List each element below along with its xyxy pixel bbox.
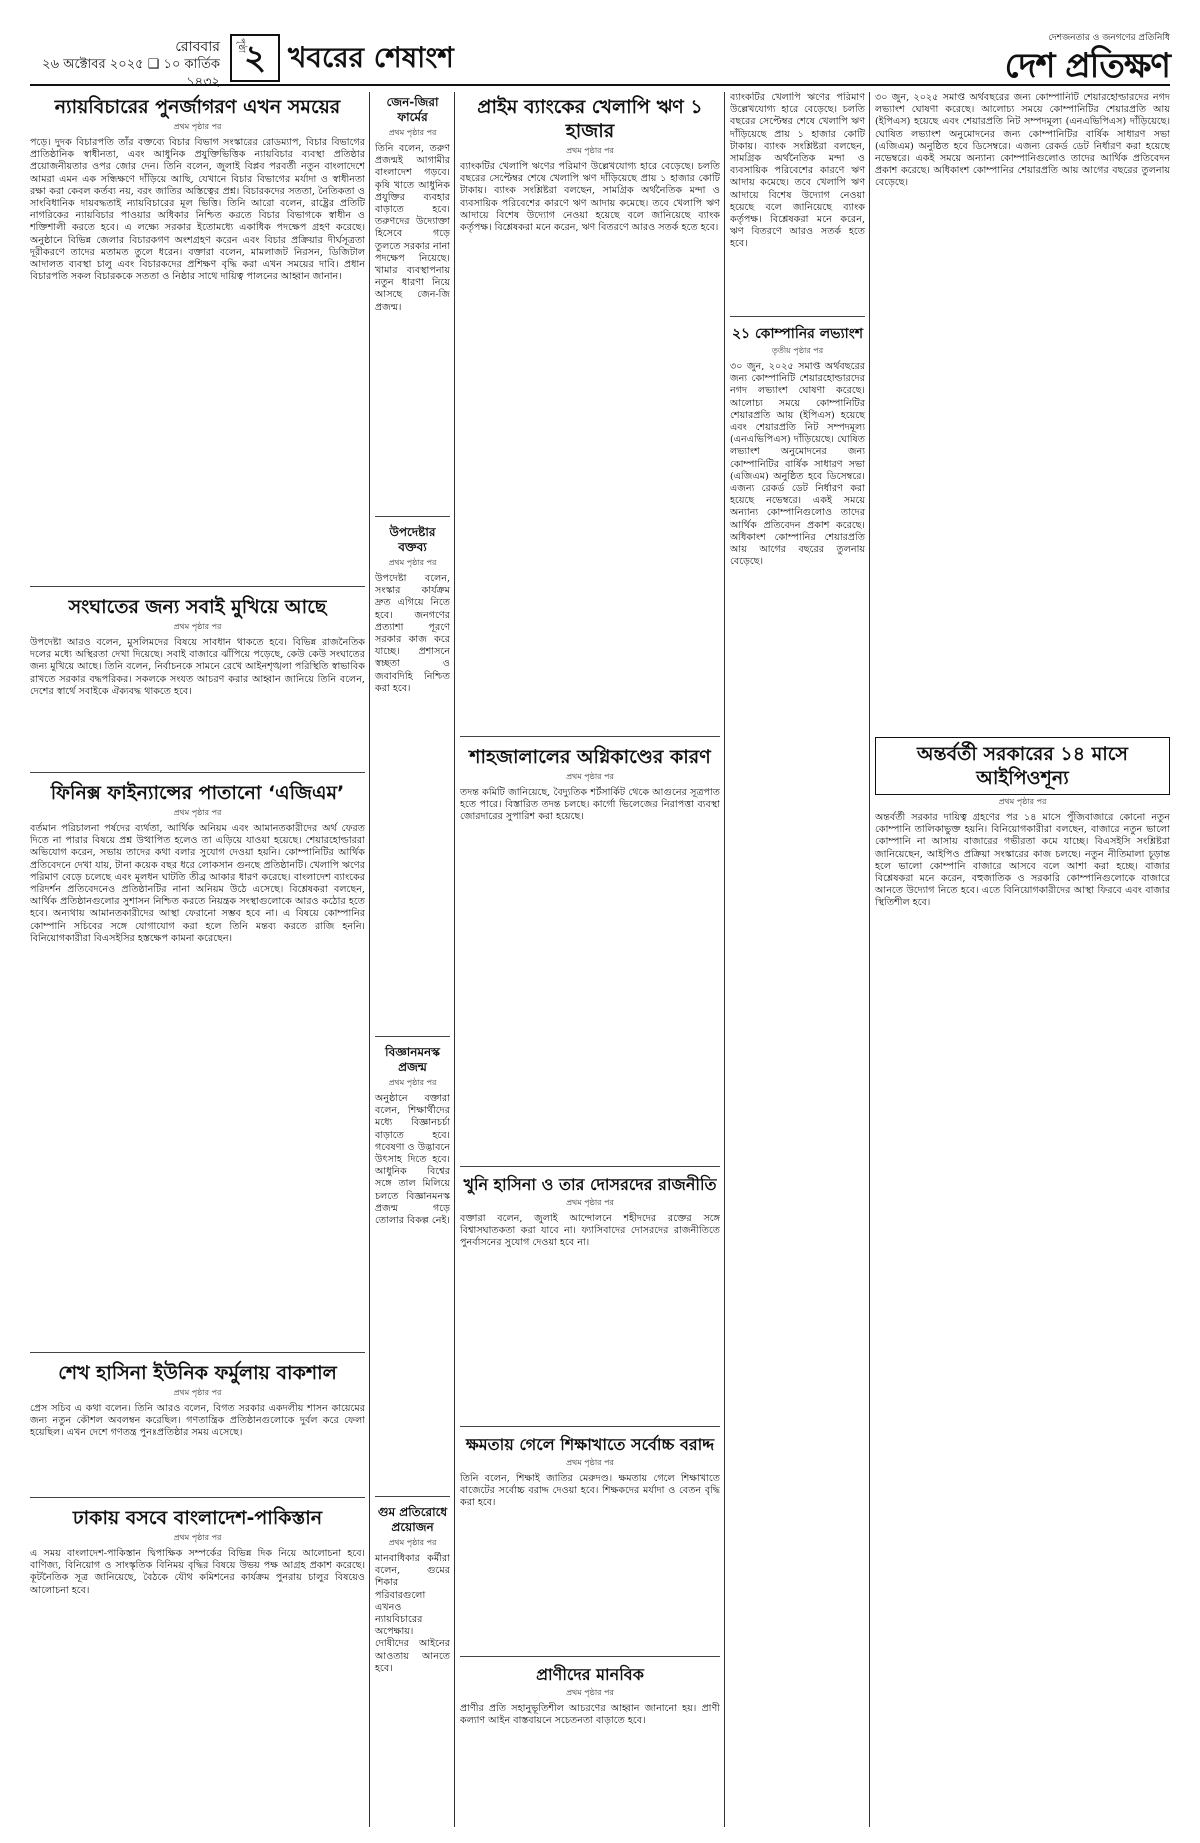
headline: শেখ হাসিনা ইউনিক ফর্মুলায় বাকশাল bbox=[58, 1362, 337, 1384]
story-bd-pakistan[interactable] bbox=[30, 1503, 365, 1823]
jump-line: প্রথম পৃষ্ঠার পর bbox=[388, 1538, 437, 1547]
headline: বিজ্ঞানমনস্ক প্রজন্ম bbox=[385, 1045, 440, 1074]
story-body: মানবাধিকার কর্মীরা বলেন, গুমের শিকার পরিবারগুলো এখনও ন্যায়বিচারের অপেক্ষায়। দোষীদের আইনের আওতায় আনতে হবে। bbox=[375, 1553, 450, 1674]
story-body: প্রেস সচিব এ কথা বলেন। তিনি আরও বলেন, বিগত সরকার একদলীয় শাসন কায়েমের জন্য নতুন কৌশল অবলম্বন করেছিল। গণতান্ত্রিক প্রতিষ্ঠানগুলোকে দুর্বল করে ফেলা হয়েছিল। এখন দেশে গণতন্ত্র পুনঃপ্রতিষ্ঠার সময় এসেছে। bbox=[30, 1403, 365, 1439]
story-dividend-continued[interactable] bbox=[875, 92, 1170, 732]
column-5 bbox=[875, 92, 1170, 1827]
story-judiciary[interactable] bbox=[30, 92, 365, 582]
jump-line: প্রথম পৃষ্ঠার পর bbox=[173, 1533, 222, 1542]
story-body: ৩০ জুন, ২০২৫ সমাপ্ত অর্থবছরের জন্য কোম্পানিটি শেয়ারহোল্ডারদের নগদ লভ্যাংশ ঘোষণা করেছে। আলোচ্য সময়ে কোম্পানিটির শেয়ারপ্রতি আয় (ইপিএস) হয়েছে এবং শেয়ারপ্রতি নিট সম্পদমূল্য (এনএভিপিএস) দাঁড়িয়েছে। ঘোষিত লভ্যাংশ অনুমোদনের জন্য কোম্পানিটির বার্ষিক সাধারণ সভা (এজিএম) অনুষ্ঠিত হবে ডিসেম্বরে। এজন্য রেকর্ড ডেট নির্ধারণ করা হয়েছে নভেম্বরে। একই সময়ে অন্যান্য কোম্পানিগুলোও তাদের আর্থিক প্রতিবেদন প্রকাশ করেছে। অধিকাংশ কোম্পানির শেয়ারপ্রতি আয় আগের বছরের তুলনায় বেড়েছে। bbox=[875, 92, 1170, 189]
story-body: প্রাণীর প্রতি সহানুভূতিশীল আচরণের আহ্বান জানানো হয়। প্রাণী কল্যাণ আইন বাস্তবায়নে সচেতনতা বাড়াতে হবে। bbox=[460, 1703, 720, 1727]
story-body: ব্যাংকটির খেলাপি ঋণের পরিমাণ উল্লেখযোগ্য হারে বেড়েছে। চলতি বছরের সেপ্টেম্বর শেষে খেলাপি ঋণ দাঁড়িয়েছে প্রায় ১ হাজার কোটি টাকায়। ব্যাংক সংশ্লিষ্টরা বলছেন, সামগ্রিক অর্থনৈতিক মন্দা ও ব্যবসায়িক পরিবেশের কারণে ঋণ আদায় কমেছে। তবে খেলাপি ঋণ আদায়ে বিশেষ উদ্যোগ নেওয়া হয়েছে বলে জানিয়েছে ব্যাংক কর্তৃপক্ষ। বিশ্লেষকরা মনে করেন, ঋণ বিতরণে আরও সতর্ক হতে হবে। bbox=[460, 161, 720, 234]
story-body: অনুষ্ঠানে বক্তারা বলেন, শিক্ষার্থীদের মধ্যে বিজ্ঞানচর্চা বাড়াতে হবে। গবেষণা ও উদ্ভাবনে উৎসাহ দিতে হবে। আধুনিক বিশ্বের সঙ্গে তাল মিলিয়ে চলতে বিজ্ঞানমনস্ক প্রজন্ম গড়ে তোলার বিকল্প নেই। bbox=[375, 1093, 450, 1227]
column-1 bbox=[30, 92, 365, 1827]
headline: ২১ কোম্পানির লভ্যাংশ bbox=[731, 326, 864, 342]
jump-line: প্রথম পৃষ্ঠার পর bbox=[173, 622, 222, 631]
headline: প্রাইম ব্যাংকের খেলাপি ঋণ ১ হাজার bbox=[477, 96, 703, 142]
story-body: ৩০ জুন, ২০২৫ সমাপ্ত অর্থবছরের জন্য কোম্পানিটি শেয়ারহোল্ডারদের নগদ লভ্যাংশ ঘোষণা করেছে। আলোচ্য সময়ে কোম্পানিটির শেয়ারপ্রতি আয় (ইপিএস) হয়েছে এবং শেয়ারপ্রতি নিট সম্পদমূল্য (এনএভিপিএস) দাঁড়িয়েছে। ঘোষিত লভ্যাংশ অনুমোদনের জন্য কোম্পানিটির বার্ষিক সাধারণ সভা (এজিএম) অনুষ্ঠিত হবে ডিসেম্বরে। এজন্য রেকর্ড ডেট নির্ধারণ করা হয়েছে নভেম্বরে। একই সময়ে অন্যান্য কোম্পানিগুলোও তাদের আর্থিক প্রতিবেদন প্রকাশ করেছে। অধিকাংশ কোম্পানির শেয়ারপ্রতি আয় আগের বছরের তুলনায় বেড়েছে। bbox=[730, 361, 865, 568]
headline: অন্তর্বর্তী সরকারের ১৪ মাসে আইপিওশূন্য bbox=[875, 737, 1170, 795]
jump-line: প্রথম পৃষ্ঠার পর bbox=[998, 797, 1047, 806]
tagline: দেশজনতার ও জনগণের প্রতিনিধি bbox=[1048, 33, 1170, 43]
jump-line: প্রথম পৃষ্ঠার পর bbox=[388, 128, 437, 137]
headline: শাহজালালের অগ্নিকাণ্ডের কারণ bbox=[469, 746, 711, 768]
story-body: তিনি বলেন, তরুণ প্রজন্মই আগামীর বাংলাদেশ গড়বে। কৃষি খাতে আধুনিক প্রযুক্তির ব্যবহার বাড়াতে হবে। তরুণদের উদ্যোক্তা হিসেবে গড়ে তুলতে সরকার নানা পদক্ষেপ নিয়েছে। খামার ব্যবস্থাপনায় নতুন ধারণা নিয়ে আসছে জেন-জি প্রজন্ম। bbox=[375, 143, 450, 313]
divider bbox=[375, 1036, 450, 1037]
story-hasina-politics[interactable] bbox=[460, 1172, 720, 1422]
story-body: বর্তমান পরিচালনা পর্ষদের ব্যর্থতা, আর্থিক অনিয়ম এবং আমানতকারীদের অর্থ ফেরত দিতে না পারার বিষয়ে প্রশ্ন উত্থাপিত হলেও তা এড়িয়ে যাওয়া হয়েছে। শেয়ারহোল্ডাররা অভিযোগ করেন, সভায় তাদের কথা বলার সুযোগ দেওয়া হয়নি। কোম্পানিটির আর্থিক প্রতিবেদনে দেখা যায়, টানা কয়েক বছর ধরে লোকসান গুনছে প্রতিষ্ঠানটি। খেলাপি ঋণের পরিমাণ বেড়ে চলেছে এবং মূলধন ঘাটতি তীব্র আকার ধারণ করেছে। বাংলাদেশ ব্যাংকের পরিদর্শন প্রতিবেদনেও প্রতিষ্ঠানটির নানা অনিয়ম উঠে এসেছে। বিশ্লেষকরা বলছেন, আর্থিক প্রতিষ্ঠানগুলোর সুশাসন নিশ্চিত করতে নিয়ন্ত্রক সংস্থাগুলোকে আরও কঠোর হতে হবে। অন্যথায় আমানতকারীদের আস্থা ফেরানো সম্ভব হবে না। এ বিষয়ে কোম্পানির কোম্পানি সচিবের সঙ্গে যোগাযোগ করা হলে তিনি মন্তব্য করতে রাজি হননি। বিনিয়োগকারীরা বিএসইসির হস্তক্ষেপ কামনা করেছেন। bbox=[30, 823, 365, 944]
story-conflict[interactable] bbox=[30, 592, 365, 767]
headline: খুনি হাসিনা ও তার দোসরদের রাজনীতি bbox=[463, 1175, 717, 1194]
jump-line: প্রথম পৃষ্ঠার পর bbox=[566, 1688, 614, 1697]
column-rule bbox=[369, 92, 370, 1827]
headline: ফিনিক্স ফাইন্যান্সের পাতানো ‘এজিএম’ bbox=[50, 782, 345, 804]
story-enforced-disappearance[interactable] bbox=[375, 1502, 450, 1822]
story-science-generation[interactable] bbox=[375, 1042, 450, 1492]
story-body: অন্তর্বর্তী সরকার দায়িত্ব গ্রহণের পর ১৪ মাসে পুঁজিবাজারে কোনো নতুন কোম্পানি তালিকাভুক্ত হয়নি। বিনিয়োগকারীরা বলছেন, বাজারে নতুন ভালো কোম্পানি না আসায় বাজারের গভীরতা কমে যাচ্ছে। বিএসইসি সংশ্লিষ্টরা জানিয়েছেন, আইপিও প্রক্রিয়া সংস্কারের কাজ চলছে। নতুন নীতিমালা চূড়ান্ত হলে ভালো কোম্পানি বাজারে আসবে বলে আশা করা হচ্ছে। বাজার বিশ্লেষকরা মনে করেন, বহুজাতিক ও সরকারি কোম্পানিগুলোকে বাজারে আনতে উদ্যোগ নিতে হবে। এতে বিনিয়োগকারীদের আস্থা ফিরবে এবং বাজার স্থিতিশীল হবে। bbox=[875, 812, 1170, 909]
jump-line: প্রথম পৃষ্ঠার পর bbox=[388, 1078, 437, 1087]
jump-line: প্রথম পৃষ্ঠার পর bbox=[173, 808, 222, 817]
jump-line: প্রথম পৃষ্ঠার পর bbox=[566, 1458, 614, 1467]
story-body: তদন্ত কমিটি জানিয়েছে, বৈদ্যুতিক শর্টসার্কিট থেকে আগুনের সূত্রপাত হতে পারে। বিস্তারিত তদন্ত চলছে। কার্গো ভিলেজের নিরাপত্তা ব্যবস্থা জোরদারের সুপারিশ করা হয়েছে। bbox=[460, 787, 720, 823]
story-adviser-speech[interactable] bbox=[375, 522, 450, 1032]
story-education-budget[interactable] bbox=[460, 1432, 720, 1652]
divider bbox=[730, 316, 865, 317]
dateline bbox=[30, 38, 220, 92]
jump-line: প্রথম পৃষ্ঠার পর bbox=[566, 1198, 614, 1207]
column-4 bbox=[730, 92, 865, 1827]
headline: ক্ষমতায় গেলে শিক্ষাখাতে সর্বোচ্চ বরাদ্দ bbox=[465, 1435, 715, 1454]
section-title: খবরের শেষাংশ bbox=[288, 41, 454, 74]
story-continuation-top[interactable] bbox=[730, 92, 865, 312]
page-label: পৃষ্ঠা bbox=[236, 38, 246, 53]
headline: ঢাকায় বসবে বাংলাদেশ-পাকিস্তান bbox=[72, 1507, 323, 1529]
date-label: ২৬ অক্টোবর ২০২৫ ❑ ১০ কার্তিক ১৪৩২ bbox=[42, 57, 220, 90]
jump-line: প্রথম পৃষ্ঠার পর bbox=[566, 772, 614, 781]
story-shahjalal-fire[interactable] bbox=[460, 742, 720, 1162]
story-body: বক্তারা বলেন, জুলাই আন্দোলনে শহীদদের রক্তের সঙ্গে বিশ্বাসঘাতকতা করা যাবে না। ফ্যাসিবাদের দোসরদের রাজনীতিতে পুনর্বাসনের সুযোগ দেওয়া হবে না। bbox=[460, 1213, 720, 1249]
story-body: এ সময় বাংলাদেশ-পাকিস্তান দ্বিপাক্ষিক সম্পর্কের বিভিন্ন দিক নিয়ে আলোচনা হবে। বাণিজ্য, বিনিয়োগ ও সাংস্কৃতিক বিনিময় বৃদ্ধির বিষয়ে উভয় পক্ষ আগ্রহ প্রকাশ করেছে। কূটনৈতিক সূত্র জানিয়েছে, বৈঠকে যৌথ কমিশনের কার্যক্রম পুনরায় চালুর বিষয়েও আলোচনা হবে। bbox=[30, 1548, 365, 1596]
story-body: তিনি বলেন, শিক্ষাই জাতির মেরুদণ্ড। ক্ষমতায় গেলে শিক্ষাখাতে বাজেটের সর্বোচ্চ বরাদ্দ দেওয়া হবে। শিক্ষকদের মর্যাদা ও বেতন বৃদ্ধি করা হবে। bbox=[460, 1473, 720, 1509]
divider bbox=[460, 1166, 720, 1167]
masthead bbox=[30, 30, 1170, 90]
headline: সংঘাতের জন্য সবাই মুখিয়ে আছে bbox=[68, 596, 327, 618]
jump-line: প্রথম পৃষ্ঠার পর bbox=[173, 1388, 222, 1397]
day-label: রোববার bbox=[175, 39, 220, 55]
story-body: উপদেষ্টা আরও বলেন, মুসলিমদের বিষয়ে সাবধান থাকতে হবে। বিভিন্ন রাজনৈতিক দলের মধ্যে অস্থিরতা দেখা দিয়েছে। সবাই বাজারে ঝাঁপিয়ে পড়েছে, কেউ কেউ সংঘাতের জন্য মুখিয়ে আছে। তিনি বলেন, নির্বাচনকে সামনে রেখে আইনশৃঙ্খলা পরিস্থিতি স্বাভাবিক রাখতে সরকার বদ্ধপরিকর। সকলকে সংযত আচরণ করার আহ্বান জানিয়ে তিনি বলেন, দেশের স্বার্থে সবাইকে ঐক্যবদ্ধ থাকতে হবে। bbox=[30, 637, 365, 697]
column-2 bbox=[375, 92, 450, 1827]
divider bbox=[30, 772, 365, 773]
newspaper-logo bbox=[1005, 40, 1170, 97]
divider bbox=[460, 1426, 720, 1427]
story-body: পড়ে। দুদক বিচারপতি তাঁর বক্তব্যে বিচার বিভাগ সংস্কারের রোডম্যাপ, বিচার বিভাগের প্রাতিষ্ঠানিক স্বাধীনতা, এবং আধুনিক প্রযুক্তিভিত্তিক ন্যায়বিচার ব্যবস্থা প্রতিষ্ঠার প্রয়োজনীয়তার ওপর জোর দেন। তিনি বলেন, জুলাই বিপ্লব পরবর্তী নতুন বাংলাদেশে আমরা এমন এক সন্ধিক্ষণে দাঁড়িয়ে আছি, যেখানে বিচার বিভাগের মর্যাদা ও স্বাধীনতা রক্ষা করা কেবল কর্তব্য নয়, বরং জাতির অস্তিত্বের প্রশ্ন। বিচারকদের সততা, নৈতিকতা ও সাংবিধানিক দায়বদ্ধতাই ন্যায়বিচারের মূল ভিত্তি। তিনি আরো বলেন, রাষ্ট্রের প্রতিটি নাগরিকের ন্যায়বিচার পাওয়ার অধিকার নিশ্চিত করতে বিচার বিভাগকে স্বাধীন ও শক্তিশালী করতে হবে। এ লক্ষ্যে সরকার ইতোমধ্যে একাধিক পদক্ষেপ গ্রহণ করেছে। অনুষ্ঠানে বিভিন্ন জেলার বিচারকগণ অংশগ্রহণ করেন এবং বিচার প্রক্রিয়ার দীর্ঘসূত্রতা দূরীকরণে তাদের মতামত তুলে ধরেন। বক্তারা বলেন, মামলাজট নিরসন, ডিজিটাল আদালত ব্যবস্থা চালু এবং বিচারকদের প্রশিক্ষণ বৃদ্ধি করা এখন সময়ের দাবি। প্রধান বিচারপতি সকল বিচারককে সততা ও নিষ্ঠার সাথে দায়িত্ব পালনের আহ্বান জানান। bbox=[30, 137, 365, 283]
headline: জেন-জিরা ফার্মের bbox=[386, 95, 439, 124]
story-dividend-21[interactable] bbox=[730, 322, 865, 1822]
story-animal-welfare[interactable] bbox=[460, 1662, 720, 1822]
divider bbox=[30, 586, 365, 587]
jump-line: তৃতীয় পৃষ্ঠার পর bbox=[771, 346, 824, 355]
story-baksal[interactable] bbox=[30, 1358, 365, 1493]
jump-line: প্রথম পৃষ্ঠার পর bbox=[388, 558, 437, 567]
headline: গুম প্রতিরোধে প্রয়োজন bbox=[377, 1505, 448, 1534]
page-number-box bbox=[230, 34, 280, 82]
story-body: ব্যাংকটির খেলাপি ঋণের পরিমাণ উল্লেখযোগ্য হারে বেড়েছে। চলতি বছরের সেপ্টেম্বর শেষে খেলাপি ঋণ দাঁড়িয়েছে প্রায় ১ হাজার কোটি টাকায়। ব্যাংক সংশ্লিষ্টরা বলছেন, সামগ্রিক অর্থনৈতিক মন্দা ও ব্যবসায়িক পরিবেশের কারণে ঋণ আদায় কমেছে। তবে খেলাপি ঋণ আদায়ে বিশেষ উদ্যোগ নেওয়া হয়েছে বলে জানিয়েছে ব্যাংক কর্তৃপক্ষ। বিশ্লেষকরা মনে করেন, ঋণ বিতরণে আরও সতর্ক হতে হবে। bbox=[730, 92, 865, 250]
headline: উপদেষ্টার বক্তব্য bbox=[389, 525, 436, 554]
column-3 bbox=[460, 92, 720, 1827]
column-rule bbox=[724, 92, 725, 1827]
divider bbox=[460, 736, 720, 737]
jump-line: প্রথম পৃষ্ঠার পর bbox=[173, 122, 222, 131]
column-rule bbox=[454, 92, 455, 1827]
divider bbox=[460, 1656, 720, 1657]
divider bbox=[30, 1497, 365, 1498]
logo-text: দেশ প্রতিক্ষণ bbox=[1004, 46, 1170, 86]
story-body: উপদেষ্টা বলেন, সংস্কার কার্যক্রম দ্রুত এগিয়ে নিতে হবে। জনগণের প্রত্যাশা পূরণে সরকার কাজ করে যাচ্ছে। প্রশাসনে স্বচ্ছতা ও জবাবদিহি নিশ্চিত করা হবে। bbox=[375, 573, 450, 694]
story-genz-farm[interactable] bbox=[375, 92, 450, 512]
story-prime-bank[interactable] bbox=[460, 92, 720, 732]
headline: প্রাণীদের মানবিক bbox=[536, 1665, 644, 1684]
jump-line: প্রথম পৃষ্ঠার পর bbox=[566, 146, 614, 155]
story-ipo-drought[interactable] bbox=[875, 737, 1170, 1822]
divider bbox=[375, 516, 450, 517]
divider bbox=[375, 1496, 450, 1497]
column-rule bbox=[869, 92, 870, 1827]
divider bbox=[30, 1352, 365, 1353]
page-number: ২ bbox=[243, 38, 267, 78]
headline: ন্যায়বিচারের পুনর্জাগরণ এখন সময়ের bbox=[54, 96, 341, 118]
story-phoenix-finance[interactable] bbox=[30, 778, 365, 1348]
